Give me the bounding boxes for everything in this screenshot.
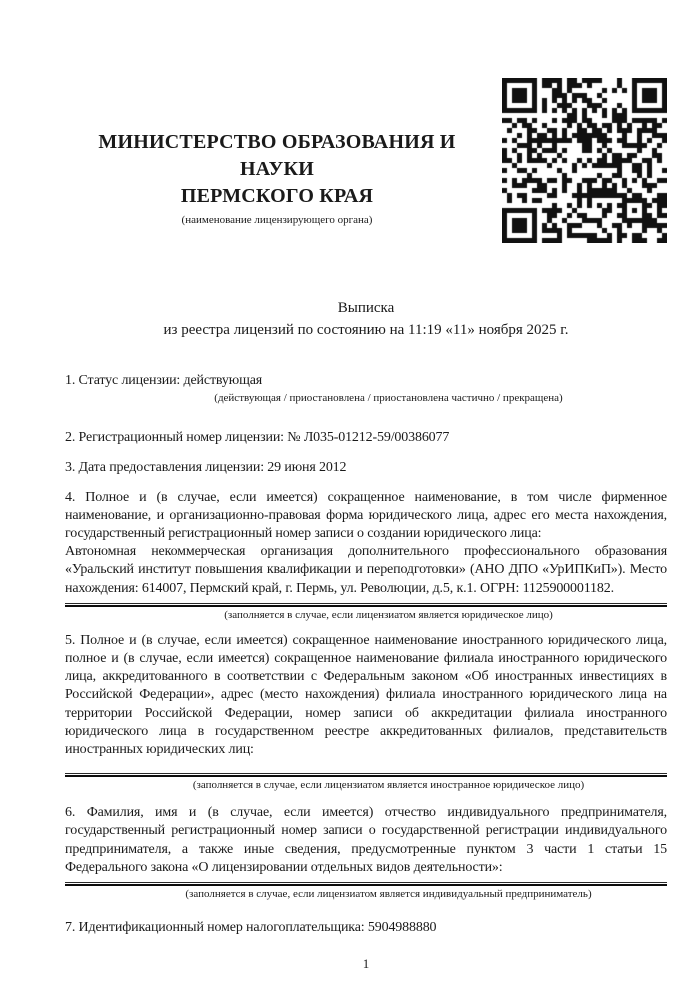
ministry-name-line2: ПЕРМСКОГО КРАЯ	[180, 185, 374, 207]
fill-in-rule	[65, 603, 667, 607]
item-legal-entity	[65, 489, 667, 622]
document-title: Выписка	[337, 300, 395, 316]
registration-number-text: 2. Регистрационный номер лицензии: № Л035-01212-59/00386077	[65, 430, 450, 446]
ministry-name	[65, 129, 489, 210]
legal-entity-value: Автономная некоммерческая организация дополнительного профессионального образования «Уральский институт повышения квалификации и переподготовки» (АНО ДПО «УрИПКиП»). Место нахождения: 614007, Пермский край, г. Пермь, ул. Революции, д.5, к.1. ОГРН: 1125900001182.	[65, 544, 667, 596]
ministry-caption: (наименование лицензирующего органа)	[181, 214, 373, 226]
item-registration-number	[65, 429, 667, 447]
license-status-caption: (действующая / приостановлена / приостановлена частично / прекращена)	[214, 392, 563, 405]
legal-entity-caption: (заполняется в случае, если лицензиатом является юридическое лицо)	[224, 608, 553, 621]
fill-in-rule	[65, 882, 667, 886]
content-area	[65, 0, 667, 972]
item-taxpayer-number	[65, 919, 667, 937]
grant-date-text: 3. Дата предоставления лицензии: 29 июня 2012	[65, 460, 347, 476]
ministry-name-line1: МИНИСТЕРСТВО ОБРАЗОВАНИЯ И НАУКИ	[98, 131, 456, 180]
individual-entrepreneur-label: 6. Фамилия, имя и (в случае, если имеется) отчество индивидуального предпринимателя, государственный регистрационный номер записи о государственной регистрации индивидуального предпринимателя, а также иные сведения, предусмотренные пунктом 3 части 1 статьи 15 Федерального закона «О лицензировании отдельных видов деятельности»:	[65, 805, 667, 875]
individual-entrepreneur-caption: (заполняется в случае, если лицензиатом является индивидуальный предприниматель)	[185, 888, 592, 901]
licensing-authority-block	[65, 129, 489, 227]
document-title-block	[65, 297, 667, 341]
foreign-entity-label: 5. Полное и (в случае, если имеется) сокращенное наименование иностранного юридического лица, полное и (в случае, если имеется) сокращенное наименование филиала иностранного юридического лица, аккредитованного в соответствии с Федеральным законом «Об иностранных инвестициях в Российской Федерации», адрес (место нахождения) филиала иностранного юридического лица на территории Российской Федерации, номер записи об аккредитации филиала иностранного юридического лица в государственном реестре аккредитованных филиалов, представительств иностранных юридических лиц:	[65, 632, 667, 758]
legal-entity-label: 4. Полное и (в случае, если имеется) сокращенное наименование, в том числе фирменное наименование, и организационно-правовая форма юридического лица, адрес его места нахождения, государственный регистрационный номер записи о создании юридического лица:	[65, 489, 667, 542]
document-subtitle: из реестра лицензий по состоянию на 11:19 «11» ноября 2025 г.	[163, 322, 569, 338]
taxpayer-number-text: 7. Идентификационный номер налогоплательщика: 5904988880	[65, 920, 437, 936]
page-footer	[65, 955, 667, 972]
qr-code	[502, 78, 667, 243]
item-license-status	[65, 372, 667, 405]
foreign-entity-caption: (заполняется в случае, если лицензиатом является иностранное юридическое лицо)	[192, 779, 585, 792]
item-foreign-entity	[65, 632, 667, 792]
item-individual-entrepreneur	[65, 804, 667, 901]
document-header	[65, 0, 667, 245]
license-status-text: 1. Статус лицензии: действующая	[65, 373, 263, 388]
item-grant-date	[65, 459, 667, 477]
fill-in-rule	[65, 773, 667, 777]
page-number: 1	[362, 956, 370, 972]
qr-code-canvas	[502, 78, 667, 243]
